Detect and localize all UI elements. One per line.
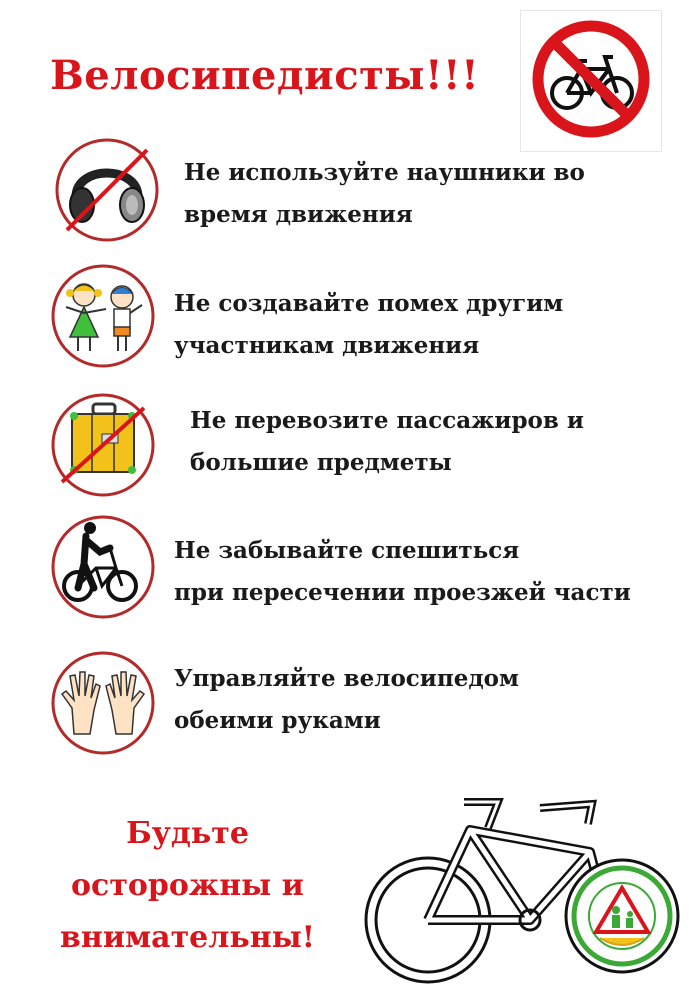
rule-text-1: Не используйте наушники во время движения xyxy=(184,159,585,228)
person-walking-bike-icon xyxy=(48,512,158,622)
poster-title: Велосипедисты!!! xyxy=(50,52,480,99)
traffic-center-logo xyxy=(574,868,670,964)
no-bicycle-sign xyxy=(520,10,662,152)
headphones-prohibited-icon xyxy=(52,135,162,245)
footer-warning: Будьте осторожны и внимательны! xyxy=(60,816,315,955)
suitcase-prohibited-icon xyxy=(48,390,158,500)
no-bicycle-icon xyxy=(521,11,661,151)
bicycle-illustration xyxy=(360,780,690,990)
children-icon xyxy=(48,261,158,371)
rule-text-2: Не создавайте помех другим участникам движения xyxy=(174,290,564,359)
two-hands-icon xyxy=(48,648,158,758)
rule-text-5: Управляйте велосипедом обеими руками xyxy=(174,665,519,734)
rule-text-4: Не забывайте спешиться при пересечении проезжей части xyxy=(174,537,631,606)
rule-text-3: Не перевозите пассажиров и большие предметы xyxy=(190,407,584,476)
